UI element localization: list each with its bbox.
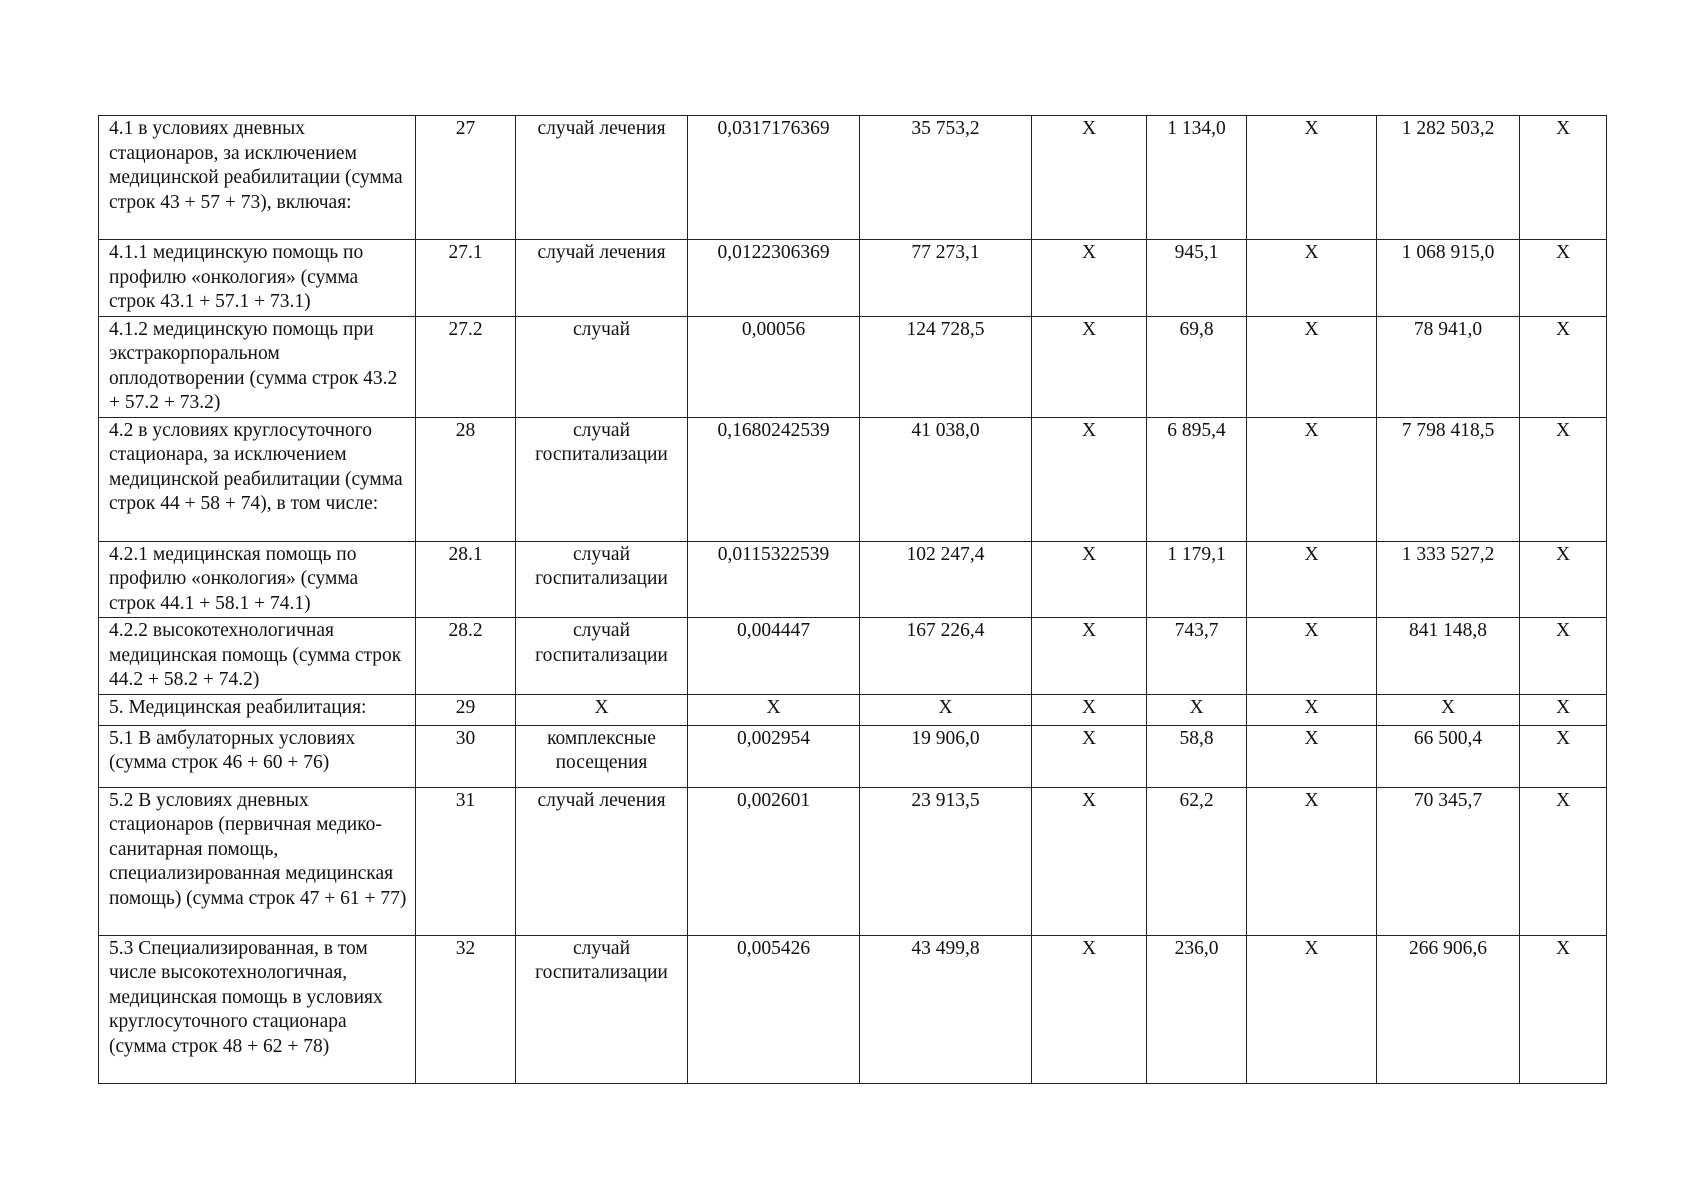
line-number: 28.2 bbox=[416, 618, 516, 695]
row-label: 4.2.1 медицинская помощь по профилю «онкология» (сумма строк 44.1 + 58.1 + 74.1) bbox=[99, 541, 416, 618]
cell-col10: X bbox=[1520, 541, 1607, 618]
unit-cost: 43 499,8 bbox=[860, 935, 1032, 1083]
row-label: 5.1 В амбулаторных условиях (сумма строк 46 + 60 + 76) bbox=[99, 725, 416, 787]
table-row bbox=[99, 618, 1607, 695]
cell-col7: 1 179,1 bbox=[1147, 541, 1247, 618]
unit: случай лечения bbox=[516, 240, 688, 317]
cell-col10: X bbox=[1520, 694, 1607, 725]
line-number: 28 bbox=[416, 417, 516, 541]
unit: комплексные посещения bbox=[516, 725, 688, 787]
cell-col7: X bbox=[1147, 694, 1247, 725]
normative-volume: 0,002954 bbox=[688, 725, 860, 787]
unit-cost: 19 906,0 bbox=[860, 725, 1032, 787]
row-label: 5.2 В условиях дневных стационаров (первичная медико-санитарная помощь, специализированная медицинская помощь) (сумма строк 47 + 61 + 77) bbox=[99, 787, 416, 935]
unit-cost: 41 038,0 bbox=[860, 417, 1032, 541]
cell-col9: 841 148,8 bbox=[1377, 618, 1520, 695]
unit: случай госпитализации bbox=[516, 935, 688, 1083]
table-row bbox=[99, 417, 1607, 541]
table-row bbox=[99, 694, 1607, 725]
cell-col7: 945,1 bbox=[1147, 240, 1247, 317]
cell-col9: 70 345,7 bbox=[1377, 787, 1520, 935]
cell-col8: X bbox=[1247, 694, 1377, 725]
cell-col7: 58,8 bbox=[1147, 725, 1247, 787]
cell-col8: X bbox=[1247, 316, 1377, 417]
financing-table bbox=[98, 115, 1607, 1084]
cell-col8: X bbox=[1247, 725, 1377, 787]
table-row bbox=[99, 935, 1607, 1083]
cell-col9: 7 798 418,5 bbox=[1377, 417, 1520, 541]
normative-volume: 0,005426 bbox=[688, 935, 860, 1083]
line-number: 28.1 bbox=[416, 541, 516, 618]
cell-col8: X bbox=[1247, 541, 1377, 618]
cell-col8: X bbox=[1247, 240, 1377, 317]
cell-col6: X bbox=[1032, 725, 1147, 787]
line-number: 27.2 bbox=[416, 316, 516, 417]
cell-col6: X bbox=[1032, 417, 1147, 541]
cell-col7: 69,8 bbox=[1147, 316, 1247, 417]
unit: X bbox=[516, 694, 688, 725]
unit-cost: 23 913,5 bbox=[860, 787, 1032, 935]
cell-col10: X bbox=[1520, 417, 1607, 541]
line-number: 27.1 bbox=[416, 240, 516, 317]
table-row bbox=[99, 116, 1607, 240]
cell-col9: 266 906,6 bbox=[1377, 935, 1520, 1083]
cell-col10: X bbox=[1520, 725, 1607, 787]
row-label: 4.1.1 медицинскую помощь по профилю «онкология» (сумма строк 43.1 + 57.1 + 73.1) bbox=[99, 240, 416, 317]
table-row bbox=[99, 316, 1607, 417]
line-number: 30 bbox=[416, 725, 516, 787]
cell-col8: X bbox=[1247, 618, 1377, 695]
unit-cost: 77 273,1 bbox=[860, 240, 1032, 317]
table-row bbox=[99, 725, 1607, 787]
cell-col6: X bbox=[1032, 541, 1147, 618]
row-label: 4.2.2 высокотехнологичная медицинская помощь (сумма строк 44.2 + 58.2 + 74.2) bbox=[99, 618, 416, 695]
cell-col7: 743,7 bbox=[1147, 618, 1247, 695]
line-number: 31 bbox=[416, 787, 516, 935]
cell-col7: 1 134,0 bbox=[1147, 116, 1247, 240]
cell-col6: X bbox=[1032, 694, 1147, 725]
row-label: 5. Медицинская реабилитация: bbox=[99, 694, 416, 725]
cell-col9: 1 282 503,2 bbox=[1377, 116, 1520, 240]
unit: случай госпитализации bbox=[516, 417, 688, 541]
line-number: 32 bbox=[416, 935, 516, 1083]
cell-col10: X bbox=[1520, 935, 1607, 1083]
cell-col10: X bbox=[1520, 240, 1607, 317]
unit: случай госпитализации bbox=[516, 541, 688, 618]
normative-volume: 0,002601 bbox=[688, 787, 860, 935]
normative-volume: 0,00056 bbox=[688, 316, 860, 417]
line-number: 27 bbox=[416, 116, 516, 240]
normative-volume: 0,0115322539 bbox=[688, 541, 860, 618]
normative-volume: 0,004447 bbox=[688, 618, 860, 695]
cell-col8: X bbox=[1247, 417, 1377, 541]
cell-col9: 1 333 527,2 bbox=[1377, 541, 1520, 618]
table-row bbox=[99, 240, 1607, 317]
unit: случай bbox=[516, 316, 688, 417]
cell-col9: 66 500,4 bbox=[1377, 725, 1520, 787]
cell-col9: 78 941,0 bbox=[1377, 316, 1520, 417]
table-row bbox=[99, 787, 1607, 935]
row-label: 5.3 Специализированная, в том числе высокотехнологичная, медицинская помощь в условиях круглосуточного стационара (сумма строк 48 + 62 + 78) bbox=[99, 935, 416, 1083]
unit-cost: 167 226,4 bbox=[860, 618, 1032, 695]
cell-col9: X bbox=[1377, 694, 1520, 725]
unit: случай лечения bbox=[516, 787, 688, 935]
cell-col8: X bbox=[1247, 116, 1377, 240]
cell-col7: 6 895,4 bbox=[1147, 417, 1247, 541]
unit-cost: 35 753,2 bbox=[860, 116, 1032, 240]
cell-col10: X bbox=[1520, 787, 1607, 935]
cell-col8: X bbox=[1247, 787, 1377, 935]
normative-volume: 0,1680242539 bbox=[688, 417, 860, 541]
normative-volume: 0,0122306369 bbox=[688, 240, 860, 317]
row-label: 4.1 в условиях дневных стационаров, за исключением медицинской реабилитации (сумма строк 43 + 57 + 73), включая: bbox=[99, 116, 416, 240]
row-label: 4.1.2 медицинскую помощь при экстракорпоральном оплодотворении (сумма строк 43.2 + 57.2 + 73.2) bbox=[99, 316, 416, 417]
unit-cost: X bbox=[860, 694, 1032, 725]
cell-col6: X bbox=[1032, 618, 1147, 695]
cell-col10: X bbox=[1520, 618, 1607, 695]
cell-col6: X bbox=[1032, 240, 1147, 317]
line-number: 29 bbox=[416, 694, 516, 725]
normative-volume: 0,0317176369 bbox=[688, 116, 860, 240]
cell-col6: X bbox=[1032, 316, 1147, 417]
cell-col7: 62,2 bbox=[1147, 787, 1247, 935]
cell-col10: X bbox=[1520, 316, 1607, 417]
unit-cost: 124 728,5 bbox=[860, 316, 1032, 417]
cell-col6: X bbox=[1032, 935, 1147, 1083]
cell-col6: X bbox=[1032, 116, 1147, 240]
cell-col8: X bbox=[1247, 935, 1377, 1083]
cell-col6: X bbox=[1032, 787, 1147, 935]
cell-col7: 236,0 bbox=[1147, 935, 1247, 1083]
unit-cost: 102 247,4 bbox=[860, 541, 1032, 618]
unit: случай госпитализации bbox=[516, 618, 688, 695]
cell-col9: 1 068 915,0 bbox=[1377, 240, 1520, 317]
unit: случай лечения bbox=[516, 116, 688, 240]
normative-volume: X bbox=[688, 694, 860, 725]
row-label: 4.2 в условиях круглосуточного стационара, за исключением медицинской реабилитации (сумма строк 44 + 58 + 74), в том числе: bbox=[99, 417, 416, 541]
cell-col10: X bbox=[1520, 116, 1607, 240]
table-row bbox=[99, 541, 1607, 618]
